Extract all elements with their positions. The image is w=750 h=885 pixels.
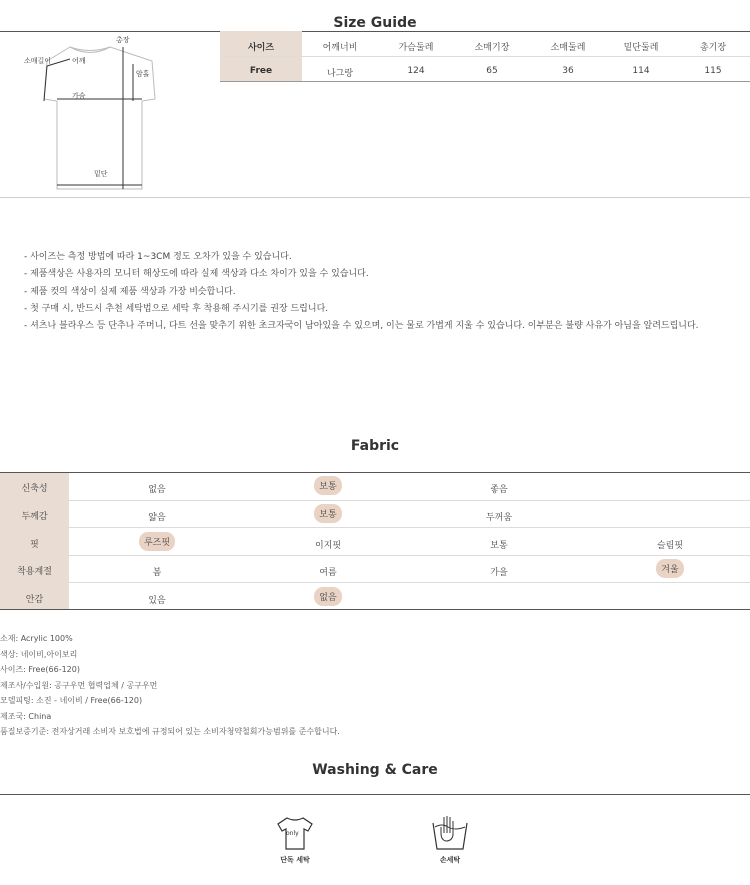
shirt-only-icon <box>275 813 315 853</box>
spec-model-fit: 모델피팅: 소진 - 네이비 / Free(66-120) <box>0 696 143 705</box>
fabric-option-selected: 보통 <box>288 504 368 523</box>
diagram-label-armhole: 암홀 <box>136 70 150 78</box>
size-header-shoulder: 어깨너비 <box>322 43 358 53</box>
spec-warranty: 품질보증기준: 전자상거래 소비자 보호법에 규정되어 있는 소비자청약철회가능범위를 준수합니다. <box>0 727 340 736</box>
fabric-bottom-divider <box>0 609 750 610</box>
fabric-top-divider <box>0 472 750 473</box>
spec-material: 소재: Acrylic 100% <box>0 634 73 643</box>
size-cell-free: Free <box>249 66 273 76</box>
fabric-option: 좋음 <box>490 485 508 495</box>
fabric-option: 이지핏 <box>314 541 342 551</box>
size-header-chest: 가슴둘레 <box>398 43 434 53</box>
fabric-option: 있음 <box>148 596 166 606</box>
fabric-option: 두꺼움 <box>485 513 513 523</box>
diagram-label-hem: 밑단 <box>94 170 108 178</box>
size-guide-title: Size Guide <box>333 15 417 31</box>
fabric-option: 가을 <box>490 568 508 578</box>
fabric-row-divider <box>69 555 750 556</box>
spec-manufacturer: 제조사/수입원: 공구우먼 협력업체 / 공구우먼 <box>0 681 158 690</box>
fabric-option: 여름 <box>319 568 337 578</box>
fabric-label-season: 착용계절 <box>17 567 52 577</box>
size-cell-sleeve-length: 65 <box>486 66 498 76</box>
fabric-option-selected: 없음 <box>288 587 368 606</box>
spec-color: 색상: 네이비,아이보리 <box>0 650 78 659</box>
spec-origin: 제조국: China <box>0 712 52 721</box>
washing-divider <box>0 794 750 795</box>
fabric-label-thickness: 두께감 <box>21 512 48 522</box>
fabric-row-divider <box>69 582 750 583</box>
list-item: - 제품 컷의 색상이 실제 제품 색상과 가장 비슷합니다. <box>24 287 236 297</box>
fabric-label-lining: 안감 <box>25 595 44 605</box>
fabric-option: 슬림핏 <box>656 541 684 551</box>
list-item: - 첫 구매 시, 반드시 추천 세탁법으로 세탁 후 착용해 주시기를 권장 드립니다. <box>24 304 329 314</box>
hand-wash-icon <box>430 813 470 853</box>
size-table-bottom <box>220 81 750 82</box>
fabric-option: 얇음 <box>148 513 166 523</box>
size-header-hem: 밑단둘레 <box>623 43 659 53</box>
fabric-option-selected: 보통 <box>288 476 368 495</box>
wash-label-hand: 손세탁 <box>439 856 461 864</box>
size-header-total-length: 총기장 <box>699 43 727 53</box>
spec-size: 사이즈: Free(66-120) <box>0 665 80 674</box>
diagram-label-chest: 가슴 <box>72 92 86 100</box>
size-header-sleeve-length: 소매기장 <box>474 43 510 53</box>
fabric-label-stretch: 신축성 <box>21 484 48 494</box>
size-header-size: 사이즈 <box>247 43 275 53</box>
fabric-option: 없음 <box>148 485 166 495</box>
size-cell-sleeve-width: 36 <box>562 66 574 76</box>
diagram-label-shoulder: 어깨 <box>72 57 86 65</box>
washing-title: Washing & Care <box>312 762 438 778</box>
list-item: - 제품색상은 사용자의 모니터 해상도에 따라 실제 색상과 다소 차이가 있을 수 있습니다. <box>24 269 369 279</box>
fabric-option-selected: 루즈핏 <box>117 532 197 551</box>
fabric-label-fit: 핏 <box>30 540 39 550</box>
fabric-option: 보통 <box>490 541 508 551</box>
fabric-option: 봄 <box>152 568 162 578</box>
list-item: - 셔츠나 블라우스 등 단추나 주머니, 다트 선을 맞추기 위한 초크자국이 남아있을 수 있으며, 이는 물로 가볍게 지울 수 있습니다. 이부분은 불량 사유가 아님을 알려드립니다. <box>24 321 699 331</box>
diagram-label-length: 총장 <box>116 36 130 44</box>
wash-label-separate: 단독 세탁 <box>280 856 310 864</box>
size-header-sleeve-width: 소매둘레 <box>550 43 586 53</box>
size-table-divider <box>220 56 750 57</box>
fabric-row-divider <box>69 527 750 528</box>
diagram-label-sleeve: 소매길이 <box>24 57 52 65</box>
size-cell-chest: 124 <box>407 66 425 76</box>
only-badge: only <box>286 830 299 837</box>
fabric-title: Fabric <box>350 438 400 454</box>
size-cell-shoulder: 나그랑 <box>326 69 354 79</box>
size-diagram <box>0 31 215 197</box>
size-guide-bottom-divider <box>0 197 750 198</box>
fabric-row-divider <box>69 500 750 501</box>
size-cell-total-length: 115 <box>704 66 722 76</box>
size-cell-hem: 114 <box>632 66 650 76</box>
fabric-option-selected: 겨울 <box>630 559 710 578</box>
list-item: - 사이즈는 측정 방법에 따라 1~3CM 정도 오차가 있을 수 있습니다. <box>24 252 292 262</box>
